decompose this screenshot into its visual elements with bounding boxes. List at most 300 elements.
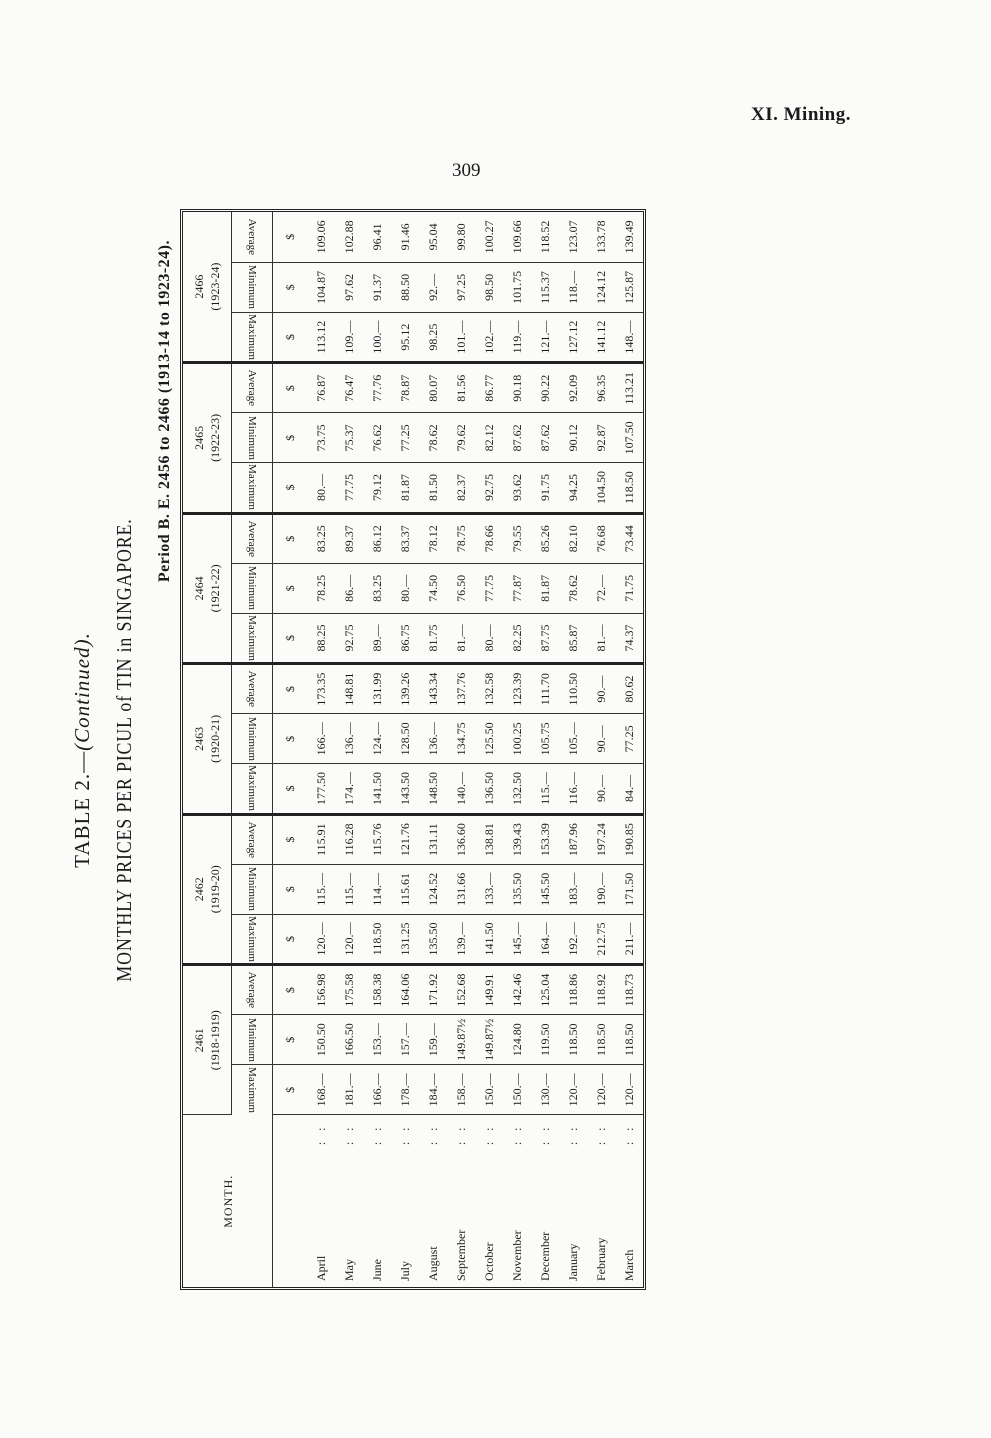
price-cell: 86.12 bbox=[363, 513, 391, 563]
price-cell: 78.87 bbox=[391, 363, 419, 413]
month-cell bbox=[615, 1115, 643, 1287]
table-row bbox=[615, 212, 643, 1287]
leader-dots: : : bbox=[565, 1123, 580, 1146]
price-cell: 82.12 bbox=[475, 413, 503, 463]
price-cell: 131.11 bbox=[419, 814, 447, 864]
price-cell: 183.— bbox=[559, 864, 587, 914]
month-name: March bbox=[621, 1249, 636, 1281]
section-header: XI. Mining. bbox=[751, 104, 851, 125]
price-cell: 71.75 bbox=[615, 563, 643, 613]
price-cell: 98.50 bbox=[475, 262, 503, 312]
month-name: October bbox=[481, 1242, 496, 1281]
price-cell: 124.12 bbox=[587, 262, 615, 312]
price-cell: 78.75 bbox=[447, 513, 475, 563]
price-cell: 140.— bbox=[447, 764, 475, 814]
price-cell: 116.28 bbox=[335, 814, 363, 864]
price-cell: 124.80 bbox=[503, 1015, 531, 1065]
price-cell: 142.46 bbox=[503, 965, 531, 1015]
price-cell: 77.75 bbox=[335, 463, 363, 513]
leader-dots: : : bbox=[313, 1123, 328, 1146]
price-cell: 92.75 bbox=[475, 463, 503, 513]
price-cell: 105.75 bbox=[531, 714, 559, 764]
price-cell: 96.35 bbox=[587, 363, 615, 413]
price-cell: 141.50 bbox=[475, 914, 503, 964]
month-cell bbox=[587, 1115, 615, 1287]
price-cell: 190.— bbox=[587, 864, 615, 914]
currency-symbol: $ bbox=[273, 212, 308, 262]
price-cell: 97.62 bbox=[335, 262, 363, 312]
price-cell: 131.66 bbox=[447, 864, 475, 914]
price-cell: 78.12 bbox=[419, 513, 447, 563]
price-cell: 120.— bbox=[559, 1065, 587, 1115]
price-cell: 187.96 bbox=[559, 814, 587, 864]
price-cell: 104.87 bbox=[307, 262, 335, 312]
price-cell: 87.62 bbox=[503, 413, 531, 463]
price-cell: 157.— bbox=[391, 1015, 419, 1065]
price-cell: 121.76 bbox=[391, 814, 419, 864]
price-cell: 166.50 bbox=[335, 1015, 363, 1065]
price-cell: 105.— bbox=[559, 714, 587, 764]
price-cell: 136.— bbox=[335, 714, 363, 764]
price-cell: 84.— bbox=[615, 764, 643, 814]
price-cell: 173.35 bbox=[307, 664, 335, 714]
month-name: August bbox=[425, 1246, 440, 1281]
price-cell: 164.06 bbox=[391, 965, 419, 1015]
price-cell: 118.73 bbox=[615, 965, 643, 1015]
price-cell: 164.— bbox=[531, 914, 559, 964]
price-cell: 125.87 bbox=[615, 262, 643, 312]
price-cell: 90.12 bbox=[559, 413, 587, 463]
price-cell: 107.50 bbox=[615, 413, 643, 463]
price-cell: 190.85 bbox=[615, 814, 643, 864]
subheader-maximum: Maximum bbox=[232, 914, 273, 964]
year-header: 2465 (1922-23) bbox=[183, 363, 232, 513]
currency-month-cell bbox=[273, 1115, 308, 1287]
currency-symbol: $ bbox=[273, 1065, 308, 1115]
subheader-maximum: Maximum bbox=[232, 764, 273, 814]
subheader-average: Average bbox=[232, 664, 273, 714]
price-cell: 91.46 bbox=[391, 212, 419, 262]
price-cell: 124.— bbox=[363, 714, 391, 764]
price-cell: 118.92 bbox=[587, 965, 615, 1015]
price-cell: 80.— bbox=[475, 613, 503, 663]
price-cell: 81.87 bbox=[531, 563, 559, 613]
month-cell bbox=[559, 1115, 587, 1287]
month-name: April bbox=[313, 1255, 328, 1281]
price-cell: 211.— bbox=[615, 914, 643, 964]
price-cell: 76.47 bbox=[335, 363, 363, 413]
price-cell: 148.50 bbox=[419, 764, 447, 814]
price-cell: 118.50 bbox=[559, 1015, 587, 1065]
price-cell: 120.— bbox=[615, 1065, 643, 1115]
month-cell bbox=[335, 1115, 363, 1287]
price-cell: 74.37 bbox=[615, 613, 643, 663]
price-cell: 131.99 bbox=[363, 664, 391, 714]
price-cell: 77.76 bbox=[363, 363, 391, 413]
price-cell: 175.58 bbox=[335, 965, 363, 1015]
price-cell: 104.50 bbox=[587, 463, 615, 513]
subheader-minimum: Minimum bbox=[232, 714, 273, 764]
price-cell: 91.75 bbox=[531, 463, 559, 513]
price-cell: 118.52 bbox=[531, 212, 559, 262]
price-cell: 139.43 bbox=[503, 814, 531, 864]
price-cell: 137.76 bbox=[447, 664, 475, 714]
price-cell: 166.— bbox=[363, 1065, 391, 1115]
month-cell bbox=[475, 1115, 503, 1287]
price-cell: 118.50 bbox=[363, 914, 391, 964]
table-row bbox=[503, 212, 531, 1287]
price-cell: 133.78 bbox=[587, 212, 615, 262]
price-cell: 81.— bbox=[447, 613, 475, 663]
table-row bbox=[335, 212, 363, 1287]
currency-symbol: $ bbox=[273, 714, 308, 764]
month-name: July bbox=[397, 1260, 412, 1281]
price-cell: 102.— bbox=[475, 313, 503, 363]
subheader-maximum: Maximum bbox=[232, 613, 273, 663]
year-header-row bbox=[183, 212, 232, 1287]
price-cell: 76.62 bbox=[363, 413, 391, 463]
leader-dots: : : bbox=[341, 1123, 356, 1146]
price-cell: 95.12 bbox=[391, 313, 419, 363]
subheader-average: Average bbox=[232, 513, 273, 563]
price-cell: 85.87 bbox=[559, 613, 587, 663]
subheader-minimum: Minimum bbox=[232, 864, 273, 914]
currency-symbol: $ bbox=[273, 313, 308, 363]
price-cell: 119.50 bbox=[531, 1015, 559, 1065]
price-cell: 141.12 bbox=[587, 313, 615, 363]
month-cell bbox=[363, 1115, 391, 1287]
price-cell: 143.34 bbox=[419, 664, 447, 714]
price-cell: 87.75 bbox=[531, 613, 559, 663]
month-name: May bbox=[341, 1259, 356, 1281]
prices-table bbox=[180, 209, 646, 1290]
price-cell: 149.87½ bbox=[447, 1015, 475, 1065]
price-cell: 212.75 bbox=[587, 914, 615, 964]
price-cell: 135.50 bbox=[503, 864, 531, 914]
price-cell: 168.— bbox=[307, 1065, 335, 1115]
price-cell: 134.75 bbox=[447, 714, 475, 764]
price-cell: 115.— bbox=[307, 864, 335, 914]
price-cell: 166.— bbox=[307, 714, 335, 764]
price-cell: 90.— bbox=[587, 664, 615, 714]
price-cell: 99.80 bbox=[447, 212, 475, 262]
currency-symbol: $ bbox=[273, 1015, 308, 1065]
price-cell: 75.37 bbox=[335, 413, 363, 463]
price-cell: 131.25 bbox=[391, 914, 419, 964]
price-cell: 81.56 bbox=[447, 363, 475, 413]
price-cell: 150.— bbox=[503, 1065, 531, 1115]
price-cell: 145.— bbox=[503, 914, 531, 964]
price-cell: 148.81 bbox=[335, 664, 363, 714]
price-cell: 87.62 bbox=[531, 413, 559, 463]
currency-symbol: $ bbox=[273, 363, 308, 413]
month-name: February bbox=[593, 1237, 608, 1281]
price-cell: 78.62 bbox=[559, 563, 587, 613]
price-cell: 79.62 bbox=[447, 413, 475, 463]
currency-symbol: $ bbox=[273, 764, 308, 814]
subheader-average: Average bbox=[232, 965, 273, 1015]
price-cell: 153.39 bbox=[531, 814, 559, 864]
price-cell: 159.— bbox=[419, 1015, 447, 1065]
table-title bbox=[70, 200, 95, 1300]
currency-symbol: $ bbox=[273, 814, 308, 864]
price-cell: 101.75 bbox=[503, 262, 531, 312]
price-cell: 150.50 bbox=[307, 1015, 335, 1065]
table-title-continued: (Continued). bbox=[70, 632, 94, 751]
price-cell: 139.49 bbox=[615, 212, 643, 262]
price-cell: 118.— bbox=[559, 262, 587, 312]
price-cell: 110.50 bbox=[559, 664, 587, 714]
month-name: November bbox=[509, 1230, 524, 1281]
price-cell: 138.81 bbox=[475, 814, 503, 864]
price-cell: 115.— bbox=[531, 764, 559, 814]
price-cell: 77.25 bbox=[615, 714, 643, 764]
price-cell: 178.— bbox=[391, 1065, 419, 1115]
subheader-average: Average bbox=[232, 814, 273, 864]
price-cell: 109.06 bbox=[307, 212, 335, 262]
price-cell: 127.12 bbox=[559, 313, 587, 363]
leader-dots: : : bbox=[621, 1123, 636, 1146]
table-row bbox=[587, 212, 615, 1287]
price-cell: 149.91 bbox=[475, 965, 503, 1015]
month-name: June bbox=[369, 1259, 384, 1281]
price-cell: 139.— bbox=[447, 914, 475, 964]
subheader-maximum: Maximum bbox=[232, 313, 273, 363]
price-cell: 149.87½ bbox=[475, 1015, 503, 1065]
price-cell: 113.21 bbox=[615, 363, 643, 413]
price-cell: 82.25 bbox=[503, 613, 531, 663]
price-cell: 80.62 bbox=[615, 664, 643, 714]
price-cell: 81.87 bbox=[391, 463, 419, 513]
month-cell bbox=[503, 1115, 531, 1287]
price-cell: 76.68 bbox=[587, 513, 615, 563]
subheader-average: Average bbox=[232, 363, 273, 413]
rotated-table-page bbox=[70, 200, 790, 1300]
page-number: 309 bbox=[452, 160, 481, 181]
currency-symbol: $ bbox=[273, 613, 308, 663]
price-cell: 109.66 bbox=[503, 212, 531, 262]
price-cell: 158.38 bbox=[363, 965, 391, 1015]
currency-row bbox=[273, 212, 308, 1287]
price-cell: 115.61 bbox=[391, 864, 419, 914]
price-cell: 83.37 bbox=[391, 513, 419, 563]
price-cell: 197.24 bbox=[587, 814, 615, 864]
price-cell: 81.75 bbox=[419, 613, 447, 663]
price-cell: 119.— bbox=[503, 313, 531, 363]
price-cell: 89.— bbox=[363, 613, 391, 663]
price-cell: 82.37 bbox=[447, 463, 475, 513]
table-row bbox=[447, 212, 475, 1287]
price-cell: 92.75 bbox=[335, 613, 363, 663]
price-cell: 97.25 bbox=[447, 262, 475, 312]
price-cell: 181.— bbox=[335, 1065, 363, 1115]
month-name: January bbox=[565, 1243, 580, 1281]
table-title-prefix: TABLE 2.— bbox=[70, 750, 94, 868]
price-cell: 89.37 bbox=[335, 513, 363, 563]
price-cell: 94.25 bbox=[559, 463, 587, 513]
price-cell: 98.25 bbox=[419, 313, 447, 363]
price-cell: 171.50 bbox=[615, 864, 643, 914]
price-cell: 132.58 bbox=[475, 664, 503, 714]
price-cell: 78.62 bbox=[419, 413, 447, 463]
price-cell: 153.— bbox=[363, 1015, 391, 1065]
currency-symbol: $ bbox=[273, 563, 308, 613]
price-cell: 132.50 bbox=[503, 764, 531, 814]
price-cell: 115.76 bbox=[363, 814, 391, 864]
price-cell: 118.50 bbox=[587, 1015, 615, 1065]
price-cell: 90.22 bbox=[531, 363, 559, 413]
price-cell: 80.07 bbox=[419, 363, 447, 413]
price-cell: 123.07 bbox=[559, 212, 587, 262]
price-cell: 102.88 bbox=[335, 212, 363, 262]
leader-dots: : : bbox=[509, 1123, 524, 1146]
leader-dots: : : bbox=[397, 1123, 412, 1146]
price-cell: 120.— bbox=[307, 914, 335, 964]
price-cell: 136.— bbox=[419, 714, 447, 764]
table-row bbox=[475, 212, 503, 1287]
price-cell: 113.12 bbox=[307, 313, 335, 363]
tin-prices-table bbox=[183, 212, 643, 1287]
currency-symbol: $ bbox=[273, 513, 308, 563]
table-subtitle: MONTHLY PRICES PER PICUL of TIN in SINGAPORE. bbox=[112, 518, 136, 982]
price-cell: 90.— bbox=[587, 714, 615, 764]
price-cell: 120.— bbox=[587, 1065, 615, 1115]
price-cell: 158.— bbox=[447, 1065, 475, 1115]
price-cell: 118.86 bbox=[559, 965, 587, 1015]
price-cell: 100.27 bbox=[475, 212, 503, 262]
price-cell: 86.77 bbox=[475, 363, 503, 413]
price-cell: 115.91 bbox=[307, 814, 335, 864]
month-column-header: MONTH. bbox=[183, 1115, 273, 1287]
leader-dots: : : bbox=[453, 1123, 468, 1146]
price-cell: 136.50 bbox=[475, 764, 503, 814]
price-cell: 82.10 bbox=[559, 513, 587, 563]
price-cell: 90.— bbox=[587, 764, 615, 814]
year-header: 2463 (1920-21) bbox=[183, 664, 232, 814]
leader-dots: : : bbox=[369, 1123, 384, 1146]
price-cell: 92.— bbox=[419, 262, 447, 312]
currency-symbol: $ bbox=[273, 914, 308, 964]
price-cell: 86.75 bbox=[391, 613, 419, 663]
price-cell: 152.68 bbox=[447, 965, 475, 1015]
table-row bbox=[419, 212, 447, 1287]
year-header: 2466 (1923-24) bbox=[183, 212, 232, 363]
table-row bbox=[559, 212, 587, 1287]
price-cell: 115.— bbox=[335, 864, 363, 914]
price-cell: 109.— bbox=[335, 313, 363, 363]
currency-symbol: $ bbox=[273, 262, 308, 312]
price-cell: 174.— bbox=[335, 764, 363, 814]
price-cell: 120.— bbox=[335, 914, 363, 964]
leader-dots: : : bbox=[537, 1123, 552, 1146]
price-cell: 101.— bbox=[447, 313, 475, 363]
price-cell: 93.62 bbox=[503, 463, 531, 513]
price-cell: 96.41 bbox=[363, 212, 391, 262]
month-cell bbox=[531, 1115, 559, 1287]
table-row bbox=[363, 212, 391, 1287]
price-cell: 77.87 bbox=[503, 563, 531, 613]
month-cell bbox=[419, 1115, 447, 1287]
table-row bbox=[391, 212, 419, 1287]
price-cell: 125.50 bbox=[475, 714, 503, 764]
price-cell: 133.— bbox=[475, 864, 503, 914]
price-cell: 85.26 bbox=[531, 513, 559, 563]
price-cell: 123.39 bbox=[503, 664, 531, 714]
year-header: 2464 (1921-22) bbox=[183, 513, 232, 663]
price-cell: 72.— bbox=[587, 563, 615, 613]
price-cell: 125.04 bbox=[531, 965, 559, 1015]
price-cell: 136.60 bbox=[447, 814, 475, 864]
month-cell bbox=[307, 1115, 335, 1287]
price-cell: 88.50 bbox=[391, 262, 419, 312]
price-cell: 116.— bbox=[559, 764, 587, 814]
leader-dots: : : bbox=[425, 1123, 440, 1146]
price-cell: 76.87 bbox=[307, 363, 335, 413]
price-cell: 77.25 bbox=[391, 413, 419, 463]
price-cell: 76.50 bbox=[447, 563, 475, 613]
price-cell: 184.— bbox=[419, 1065, 447, 1115]
price-cell: 80.— bbox=[391, 563, 419, 613]
price-cell: 91.37 bbox=[363, 262, 391, 312]
currency-symbol: $ bbox=[273, 864, 308, 914]
currency-symbol: $ bbox=[273, 463, 308, 513]
price-cell: 81.50 bbox=[419, 463, 447, 513]
price-cell: 118.50 bbox=[615, 463, 643, 513]
subheader-maximum: Maximum bbox=[232, 463, 273, 513]
price-cell: 92.09 bbox=[559, 363, 587, 413]
price-cell: 121.— bbox=[531, 313, 559, 363]
price-cell: 78.66 bbox=[475, 513, 503, 563]
price-cell: 81.— bbox=[587, 613, 615, 663]
price-cell: 92.87 bbox=[587, 413, 615, 463]
leader-dots: : : bbox=[481, 1123, 496, 1146]
price-cell: 95.04 bbox=[419, 212, 447, 262]
subheader-average: Average bbox=[232, 212, 273, 262]
year-header: 2462 (1919-20) bbox=[183, 814, 232, 964]
table-row bbox=[307, 212, 335, 1287]
price-cell: 79.55 bbox=[503, 513, 531, 563]
leader-dots: : : bbox=[593, 1123, 608, 1146]
subheader-minimum: Minimum bbox=[232, 262, 273, 312]
price-cell: 88.25 bbox=[307, 613, 335, 663]
subheader-minimum: Minimum bbox=[232, 563, 273, 613]
price-cell: 177.50 bbox=[307, 764, 335, 814]
currency-symbol: $ bbox=[273, 664, 308, 714]
price-cell: 171.92 bbox=[419, 965, 447, 1015]
currency-symbol: $ bbox=[273, 965, 308, 1015]
price-cell: 141.50 bbox=[363, 764, 391, 814]
price-cell: 83.25 bbox=[307, 513, 335, 563]
subheader-minimum: Minimum bbox=[232, 413, 273, 463]
price-cell: 124.52 bbox=[419, 864, 447, 914]
price-cell: 145.50 bbox=[531, 864, 559, 914]
price-cell: 90.18 bbox=[503, 363, 531, 413]
price-cell: 86.— bbox=[335, 563, 363, 613]
price-cell: 139.26 bbox=[391, 664, 419, 714]
price-cell: 100.— bbox=[363, 313, 391, 363]
subheader-minimum: Minimum bbox=[232, 1015, 273, 1065]
price-cell: 78.25 bbox=[307, 563, 335, 613]
price-cell: 150.— bbox=[475, 1065, 503, 1115]
price-cell: 111.70 bbox=[531, 664, 559, 714]
price-cell: 115.37 bbox=[531, 262, 559, 312]
year-header: 2461 (1918-1919) bbox=[183, 965, 232, 1115]
price-cell: 100.25 bbox=[503, 714, 531, 764]
price-cell: 83.25 bbox=[363, 563, 391, 613]
currency-symbol: $ bbox=[273, 413, 308, 463]
price-cell: 73.75 bbox=[307, 413, 335, 463]
price-cell: 135.50 bbox=[419, 914, 447, 964]
